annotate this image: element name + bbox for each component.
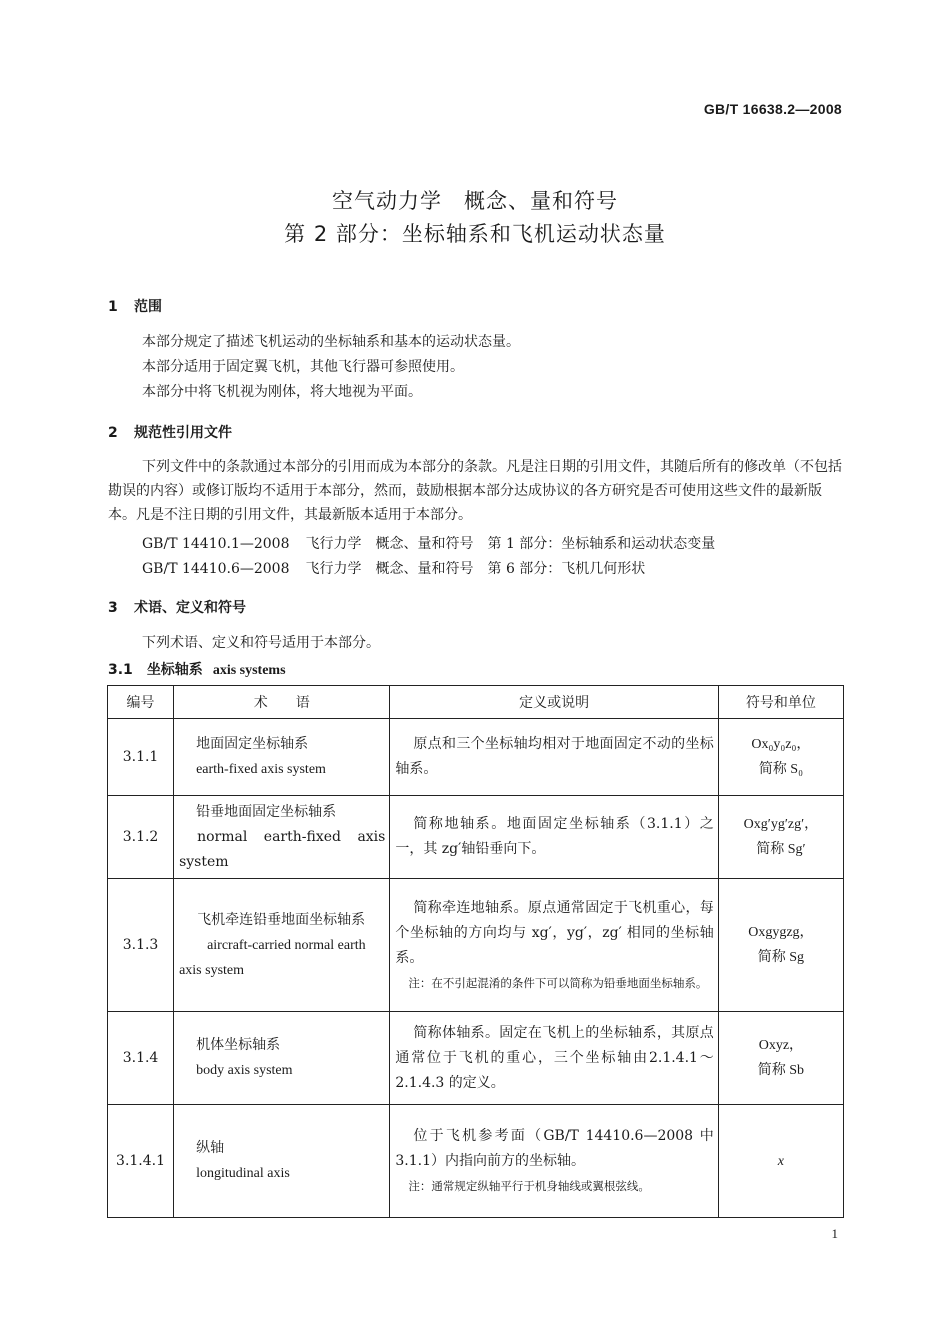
symbol-cell xyxy=(718,879,843,1012)
term-cell xyxy=(174,719,390,796)
paragraph: 本部分规定了描述飞机运动的坐标轴系和基本的运动状态量。 xyxy=(142,334,520,350)
paragraph: 本部分中将飞机视为刚体，将大地视为平面。 xyxy=(142,384,422,400)
column-header-definition: 定义或说明 xyxy=(390,686,718,719)
reference-title: 飞行力学 概念、量和符号 第 6 部分：飞机几何形状 xyxy=(305,561,646,577)
term-english: earth-fixed axis system xyxy=(196,762,326,777)
definition-note: 注：在不引起混淆的条件下可以简称为铅垂地面坐标轴系。 xyxy=(408,975,708,990)
term-english: aircraft-carried normal earth axis system xyxy=(179,937,366,978)
terms-table xyxy=(107,685,844,1218)
section-heading-normative-references xyxy=(108,422,232,442)
definition-text: 简称地轴系。地面固定坐标轴系（3.1.1）之一，其 zg′轴铅垂向下。 xyxy=(395,816,714,857)
term-chinese: 机体坐标轴系 xyxy=(196,1037,281,1053)
subsection-title-en: axis systems xyxy=(212,663,286,678)
section-title: 范围 xyxy=(134,299,162,315)
symbol-cell xyxy=(718,1012,843,1105)
subsection-number: 3.1 xyxy=(108,662,133,678)
document-title-line1: 空气动力学 概念、量和符号 xyxy=(332,189,618,213)
standard-code: GB/T 16638.2—2008 xyxy=(703,101,842,117)
table-row xyxy=(108,879,844,1012)
page-number: 1 xyxy=(831,1226,838,1241)
definition-text: 简称牵连地轴系。原点通常固定于飞机重心，每个坐标轴的方向均与 xg′，yg′，zg′ 相同的坐标轴系。 xyxy=(395,899,714,966)
section-number: 1 xyxy=(108,299,118,315)
definition-text: 简称体轴系。固定在飞机上的坐标轴系，其原点通常位于飞机的重心，三个坐标轴由2.1.4.1～2.1.4.3 的定义。 xyxy=(395,1024,714,1091)
column-header-term: 术 语 xyxy=(174,686,390,719)
symbol-cell xyxy=(718,719,843,796)
term-number: 3.1.1 xyxy=(108,719,174,796)
symbol-cell xyxy=(718,1105,843,1218)
reference-code: GB/T 14410.1—2008 xyxy=(142,536,290,552)
reference-item xyxy=(142,558,661,578)
term-chinese: 铅垂地面固定坐标轴系 xyxy=(196,803,337,820)
symbol-short-name: 简称 Sg xyxy=(757,950,805,965)
term-number: 3.1.2 xyxy=(108,796,174,879)
table-row xyxy=(108,1105,844,1218)
symbol-short-name: 简称 S₀ xyxy=(758,762,803,777)
term-chinese: 地面固定坐标轴系 xyxy=(196,736,309,752)
column-header-symbol: 符号和单位 xyxy=(718,686,843,719)
term-english: normal earth-fixed axis system xyxy=(179,828,386,870)
term-cell xyxy=(174,1012,390,1105)
section-title: 术语、定义和符号 xyxy=(134,600,246,616)
section-number: 3 xyxy=(108,600,118,616)
symbol-cell xyxy=(718,796,843,879)
definition-cell xyxy=(390,879,718,1012)
reference-item xyxy=(142,533,731,553)
symbol-line: Oxyz， xyxy=(758,1038,804,1053)
subsection-title: 坐标轴系 xyxy=(146,662,203,678)
term-chinese: 飞机牵连铅垂地面坐标轴系 xyxy=(197,911,366,928)
table-row xyxy=(108,1012,844,1105)
definition-cell xyxy=(390,1012,718,1105)
definition-note: 注：通常规定纵轴平行于机身轴线或翼根弦线。 xyxy=(408,1179,650,1193)
symbol-line: Ox₀y₀z₀， xyxy=(751,737,811,752)
table-row xyxy=(108,719,844,796)
table-header-row xyxy=(108,686,844,719)
section-number: 2 xyxy=(108,425,118,441)
term-cell xyxy=(174,1105,390,1218)
term-number: 3.1.3 xyxy=(108,879,174,1012)
definition-text: 位于飞机参考面（GB/T 14410.6—2008 中 3.1.1）内指向前方的坐标轴。 xyxy=(395,1128,714,1169)
paragraph: 下列术语、定义和符号适用于本部分。 xyxy=(142,635,380,651)
symbol-line: Oxgygzg， xyxy=(748,925,814,940)
table-row xyxy=(108,796,844,879)
definition-cell xyxy=(390,1105,718,1218)
term-number: 3.1.4.1 xyxy=(108,1105,174,1218)
term-cell xyxy=(174,796,390,879)
term-number: 3.1.4 xyxy=(108,1012,174,1105)
section-heading-terms xyxy=(108,597,246,617)
term-english: body axis system xyxy=(196,1063,293,1078)
definition-cell xyxy=(390,719,718,796)
section-title: 规范性引用文件 xyxy=(134,425,232,441)
paragraph: 下列文件中的条款通过本部分的引用而成为本部分的条款。凡是注日期的引用文件，其随后所有的修改单（不包括勘误的内容）或修订版均不适用于本部分，然而，鼓励根据本部分达成协议的各方研究是否可使用这些文件的最新版本。凡是不注日期的引用文件，其最新版本适用于本部分。 xyxy=(108,459,842,523)
term-chinese: 纵轴 xyxy=(196,1140,225,1156)
symbol-short-name: 简称 Sb xyxy=(757,1063,805,1078)
term-english: longitudinal axis xyxy=(196,1166,290,1181)
column-header-number: 编号 xyxy=(108,686,174,719)
section-heading-scope xyxy=(108,296,162,316)
definition-cell xyxy=(390,796,718,879)
paragraph: 本部分适用于固定翼飞机，其他飞行器可参照使用。 xyxy=(142,359,464,375)
definition-text: 原点和三个坐标轴均相对于地面固定不动的坐标轴系。 xyxy=(395,736,714,777)
document-title-line2: 第 2 部分：坐标轴系和飞机运动状态量 xyxy=(284,222,666,246)
reference-title: 飞行力学 概念、量和符号 第 1 部分：坐标轴系和运动状态变量 xyxy=(305,536,716,552)
symbol-short-name: 简称 Sg′ xyxy=(756,842,806,857)
subsection-heading-axis-systems xyxy=(108,659,286,679)
symbol-line: Oxg′yg′zg′， xyxy=(743,817,819,832)
symbol-line: x xyxy=(777,1153,784,1169)
term-cell xyxy=(174,879,390,1012)
reference-code: GB/T 14410.6—2008 xyxy=(142,561,290,577)
